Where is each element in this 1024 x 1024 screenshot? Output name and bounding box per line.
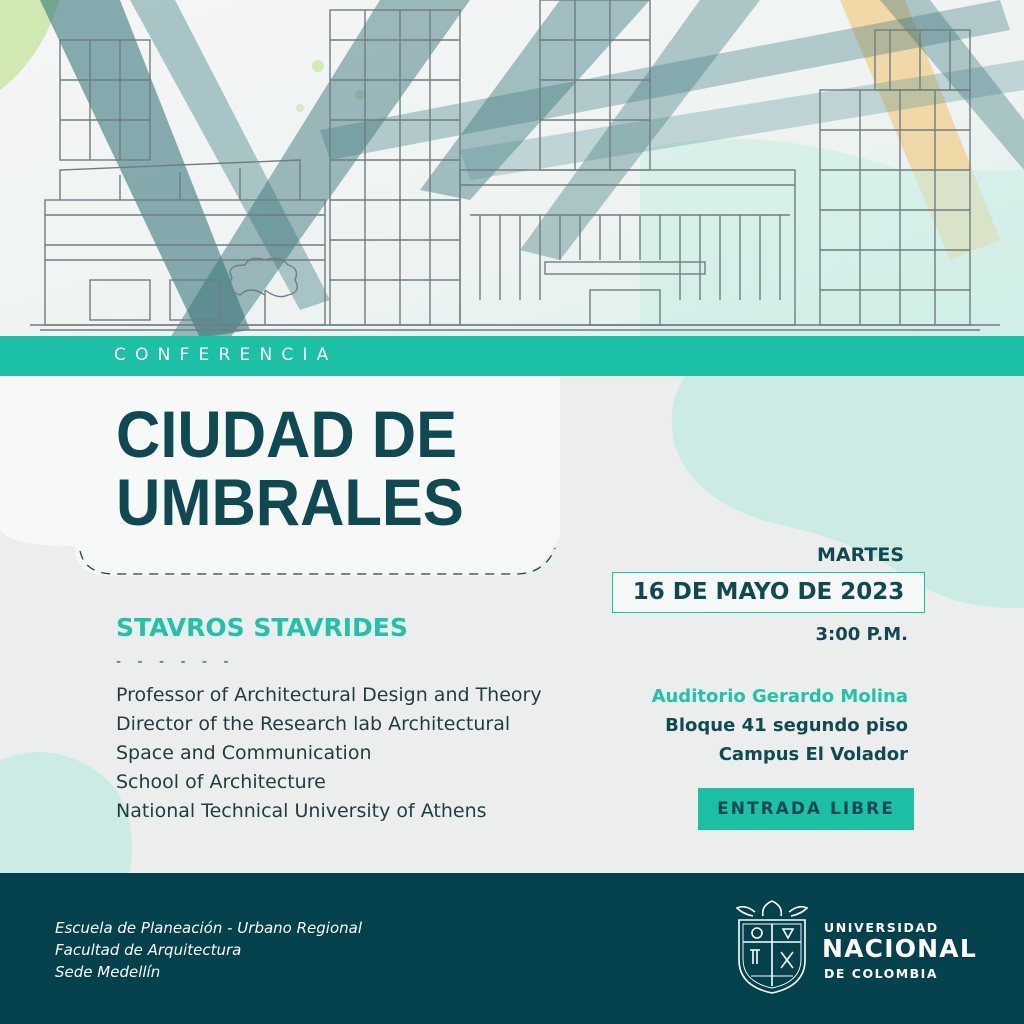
speaker-divider: - - - - - - <box>116 654 235 670</box>
event-title-line-1: CIUDAD DE <box>116 397 458 471</box>
university-name-main: NACIONAL <box>822 934 977 963</box>
bio-line: Space and Communication <box>116 742 372 764</box>
organizer-campus: Sede Medellín <box>55 963 161 981</box>
building-illustration <box>0 0 1024 338</box>
venue-info <box>652 682 908 769</box>
university-seal-icon <box>733 898 811 996</box>
entry-label: ENTRADA LIBRE <box>717 799 895 819</box>
event-title-line-2: UMBRALES <box>116 465 464 539</box>
bio-line: Professor of Architectural Design and Theory <box>116 684 542 706</box>
event-time: 3:00 P.M. <box>815 624 908 645</box>
university-name-bottom: DE COLOMBIA <box>824 966 939 981</box>
category-label: CONFERENCIA <box>114 345 338 365</box>
event-date: 16 DE MAYO DE 2023 <box>632 579 905 605</box>
venue-block: Bloque 41 segundo piso <box>665 715 908 736</box>
bio-line: National Technical University of Athens <box>116 800 487 822</box>
speaker-name: STAVROS STAVRIDES <box>116 613 408 642</box>
speaker-bio <box>116 681 542 826</box>
venue-campus: Campus El Volador <box>718 744 908 765</box>
organizer-faculty: Facultad de Arquitectura <box>55 941 242 959</box>
organizer-info <box>55 917 362 983</box>
university-name-top: UNIVERSIDAD <box>824 920 939 935</box>
bio-line: Director of the Research lab Architectural <box>116 713 511 735</box>
organizer-school: Escuela de Planeación - Urbano Regional <box>55 919 362 937</box>
venue-name: Auditorio Gerardo Molina <box>651 686 908 707</box>
bio-line: School of Architecture <box>116 771 326 793</box>
event-title <box>116 397 464 539</box>
event-day: MARTES <box>816 544 904 566</box>
